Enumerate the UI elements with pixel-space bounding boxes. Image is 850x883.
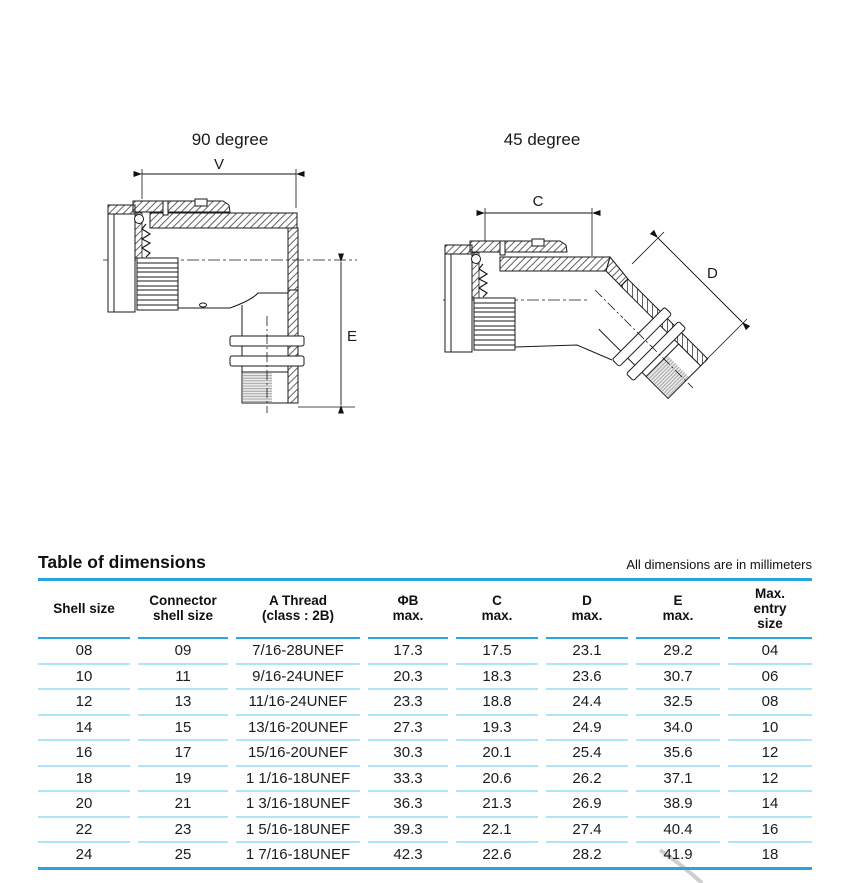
table-cell: 20.3: [368, 665, 448, 691]
table-cell: 22.6: [482, 846, 512, 864]
dimension-e: [298, 262, 357, 407]
table-cell: 29.2: [636, 639, 720, 665]
table-cell: 21.3: [456, 792, 538, 818]
table-cell: 42.3: [393, 846, 423, 864]
table-row: [38, 665, 812, 691]
table-cell: 23.6: [546, 665, 628, 691]
table-cell: 17: [138, 741, 228, 767]
diagram-title-45: 45 degree: [503, 130, 581, 149]
table-cell: 19.3: [456, 716, 538, 742]
diagram-90-degree: [95, 125, 365, 420]
table-row: [38, 767, 812, 793]
table-cell: 22: [38, 818, 130, 844]
table-cell: 08: [38, 639, 130, 665]
table-cell: 17.5: [456, 639, 538, 665]
table-cell: 18.3: [456, 665, 538, 691]
table-cell: 11/16-24UNEF: [236, 690, 360, 716]
table-cell: 24.4: [546, 690, 628, 716]
dim-label-e: E: [347, 328, 358, 345]
table-cell: 20.6: [456, 767, 538, 793]
table-bottom-rule: [38, 867, 812, 870]
table-cell: 23.3: [368, 690, 448, 716]
table-cell: 37.1: [636, 767, 720, 793]
table-row: [38, 741, 812, 767]
table-cell: 11: [138, 665, 228, 691]
table-cell: 32.5: [636, 690, 720, 716]
table-title: Table of dimensions: [38, 552, 206, 572]
table-cell: 1 3/16-18UNEF: [236, 792, 360, 818]
table-cell: 15: [138, 716, 228, 742]
table-row: [38, 792, 812, 818]
table-header-row: [38, 581, 812, 639]
table-cell: 14: [38, 716, 130, 742]
table-cell: 25.4: [546, 741, 628, 767]
column-header-0: Shell size: [38, 581, 130, 639]
table-cell: 16: [728, 818, 812, 844]
column-header-7: Max. entry size: [728, 581, 812, 639]
table-cell: 18: [761, 846, 779, 864]
column-header-4: C max.: [456, 581, 538, 639]
diagram-title-90: 90 degree: [191, 130, 269, 149]
table-cell: 13/16-20UNEF: [236, 716, 360, 742]
table-cell: 06: [728, 665, 812, 691]
table-cell: 9/16-24UNEF: [236, 665, 360, 691]
table-cell: 23.1: [546, 639, 628, 665]
table-cell: 33.3: [368, 767, 448, 793]
table-cell: 41.9: [663, 846, 693, 864]
table-cell: 30.3: [368, 741, 448, 767]
table-cell: 12: [728, 741, 812, 767]
table-cell: 1 7/16-18UNEF: [245, 846, 351, 864]
table-cell: 24.9: [546, 716, 628, 742]
table-cell: 18: [38, 767, 130, 793]
table-cell: 12: [728, 767, 812, 793]
table-cell: 09: [138, 639, 228, 665]
table-row: [38, 818, 812, 844]
table-cell: 25: [174, 846, 192, 864]
table-cell: 15/16-20UNEF: [236, 741, 360, 767]
table-cell: 26.9: [546, 792, 628, 818]
table-cell: 14: [728, 792, 812, 818]
column-header-2: A Thread (class : 2B): [236, 581, 360, 639]
column-header-5: D max.: [546, 581, 628, 639]
column-header-1: Connector shell size: [138, 581, 228, 639]
table-row: [38, 716, 812, 742]
units-note: All dimensions are in millimeters: [626, 557, 812, 572]
dimensions-section: [38, 550, 812, 870]
table-cell: 38.9: [636, 792, 720, 818]
table-row: [38, 639, 812, 665]
table-cell: 16: [38, 741, 130, 767]
table-cell: 18.8: [456, 690, 538, 716]
table-cell: 10: [38, 665, 130, 691]
table-cell: 04: [728, 639, 812, 665]
table-cell: 30.7: [636, 665, 720, 691]
dimension-v: [142, 156, 296, 208]
column-header-6: E max.: [636, 581, 720, 639]
dimensions-table: [30, 581, 820, 867]
table-cell: 17.3: [368, 639, 448, 665]
centerline-diagonal: [595, 290, 623, 318]
table-cell: 27.3: [368, 716, 448, 742]
table-cell: 1 1/16-18UNEF: [236, 767, 360, 793]
table-cell: 39.3: [368, 818, 448, 844]
dim-label-d: D: [707, 265, 718, 282]
dim-label-c: C: [532, 193, 544, 210]
table-cell: 20: [38, 792, 130, 818]
table-row: [38, 843, 812, 867]
table-cell: 36.3: [368, 792, 448, 818]
column-header-3: ΦB max.: [368, 581, 448, 639]
table-cell: 22.1: [456, 818, 538, 844]
table-cell: 40.4: [636, 818, 720, 844]
table-body: [38, 639, 812, 867]
table-cell: 34.0: [636, 716, 720, 742]
diagram-45-degree: [435, 125, 780, 445]
table-cell: 1 5/16-18UNEF: [236, 818, 360, 844]
table-cell: 10: [728, 716, 812, 742]
elbow-body-45: [500, 257, 628, 360]
table-cell: 28.2: [572, 846, 602, 864]
table-cell: 13: [138, 690, 228, 716]
table-cell: 24: [75, 846, 93, 864]
dim-label-v: V: [213, 156, 225, 173]
table-cell: 21: [138, 792, 228, 818]
table-row: [38, 690, 812, 716]
table-cell: 35.6: [636, 741, 720, 767]
table-cell: 19: [138, 767, 228, 793]
table-cell: 12: [38, 690, 130, 716]
table-cell: 26.2: [546, 767, 628, 793]
table-cell: 08: [728, 690, 812, 716]
table-cell: 23: [138, 818, 228, 844]
table-cell: 20.1: [456, 741, 538, 767]
table-cell: 7/16-28UNEF: [236, 639, 360, 665]
table-cell: 27.4: [546, 818, 628, 844]
